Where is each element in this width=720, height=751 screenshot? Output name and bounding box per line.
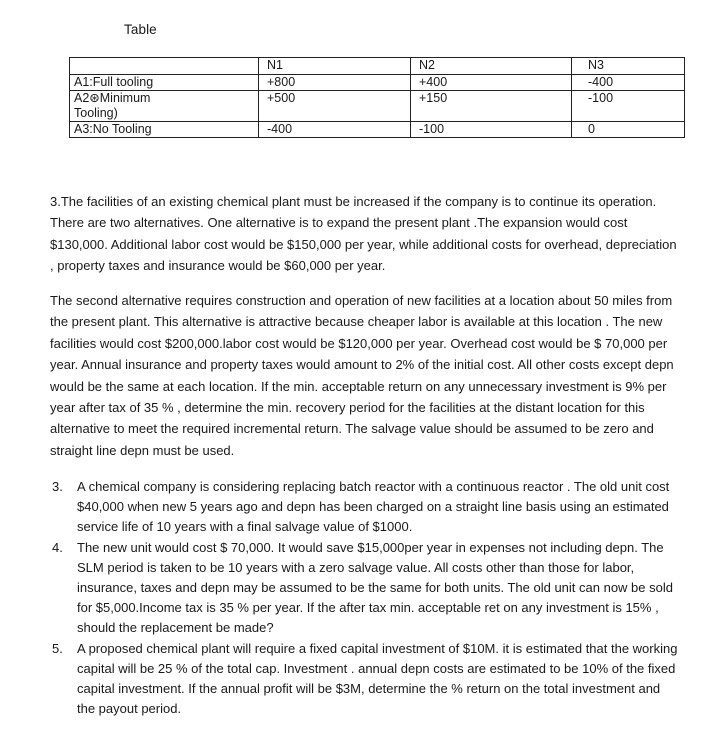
header-cell-n1	[259, 58, 411, 75]
row-label-line: A3:No Tooling	[74, 122, 152, 136]
row-label-a2	[70, 91, 259, 122]
list-item	[50, 477, 678, 538]
header-cell-n3	[572, 58, 685, 75]
row-label-line: A2⊛Minimum	[74, 91, 151, 105]
question-text: The new unit would cost $ 70,000. It would save $15,000per year in expenses not including depn. The SLM period is taken to be 10 years with a zero salvage value. All costs other than those for labor, insurance, taxes and depn may be assumed to be the same for both units. The old unit can now be sold for $5,000.Income tax is 35 % per year. If the after tax min. acceptable ret on any investment is 15% , should the replacement be made?	[77, 539, 673, 636]
header-n3-text: N3	[588, 58, 604, 72]
list-item	[50, 639, 678, 720]
cell-a2-n3: -100	[572, 91, 685, 122]
cell-a3-n1: -400	[259, 122, 411, 138]
table-row	[70, 122, 685, 138]
question-number: 3.	[52, 479, 63, 494]
table-header-row	[70, 58, 685, 75]
cell-a3-n2: -100	[411, 122, 572, 138]
question-text: A chemical company is considering replacing batch reactor with a continuous reactor . The old unit cost $40,000 when new 5 years ago and depn has been charged on a straight line basis using an estimated service life of 10 years with a final salvage value of $1000.	[77, 479, 670, 535]
row-label-a3	[70, 122, 259, 138]
paragraph-problem-3: 3.The facilities of an existing chemical plant must be increased if the company is to continue its operation. There are two alternatives. One alternative is to expand the present plant .The expansion would cost $130,000. Additional labor cost would be $150,000 per year, while additional costs for overhead, depreciation , property taxes and insurance would be $60,000 per year.	[50, 194, 677, 274]
row-label-line: Tooling)	[74, 106, 118, 120]
table-row	[70, 91, 685, 122]
question-number: 4.	[52, 539, 63, 555]
question-list	[50, 477, 678, 719]
header-n1-text: N1	[267, 58, 283, 72]
list-item	[50, 538, 678, 639]
cell-a1-n2: +400	[411, 75, 572, 91]
cell-a2-n2: +150	[411, 91, 572, 122]
cell-a2-n1: +500	[259, 91, 411, 122]
header-n2-text: N2	[419, 58, 435, 72]
row-label-line: A1:Full tooling	[74, 75, 154, 89]
cell-a1-n1: +800	[259, 75, 411, 91]
header-cell-n2	[411, 58, 572, 75]
paragraph-second-alternative: The second alternative requires construction and operation of new facilities at a location about 50 miles from the present plant. This alternative is attractive because cheaper labor is available at this location . The new facilities would cost $200,000.labor cost would be $120,000 per year. Overhead cost would be $ 70,000 per year. Annual insurance and property taxes would amount to 2% of the initial cost. All other costs except depn would be the same at each location. If the min. acceptable return on any unnecessary investment is 9% per year after tax of 35 % , determine the min. recovery period for the facilities at the distant location for this alternative to meet the required incremental return. The salvage value should be assumed to be zero and straight line depn must be used.	[50, 293, 674, 458]
question-text: A proposed chemical plant will require a fixed capital investment of $10M. it is estimated that the working capital will be 25 % of the total cap. Investment . annual depn costs are estimated to be 10% of the fixed capital investment. If the annual profit will be $3M, determine the % return on the total investment and the payout period.	[77, 640, 678, 717]
question-number: 5.	[52, 640, 63, 656]
cell-a1-n3: -400	[572, 75, 685, 91]
cell-a3-n3: 0	[572, 122, 685, 138]
table-caption: Table	[124, 22, 157, 37]
row-label-a1	[70, 75, 259, 91]
table-row	[70, 75, 685, 91]
payoff-table	[69, 57, 685, 138]
header-cell-blank	[70, 58, 259, 75]
